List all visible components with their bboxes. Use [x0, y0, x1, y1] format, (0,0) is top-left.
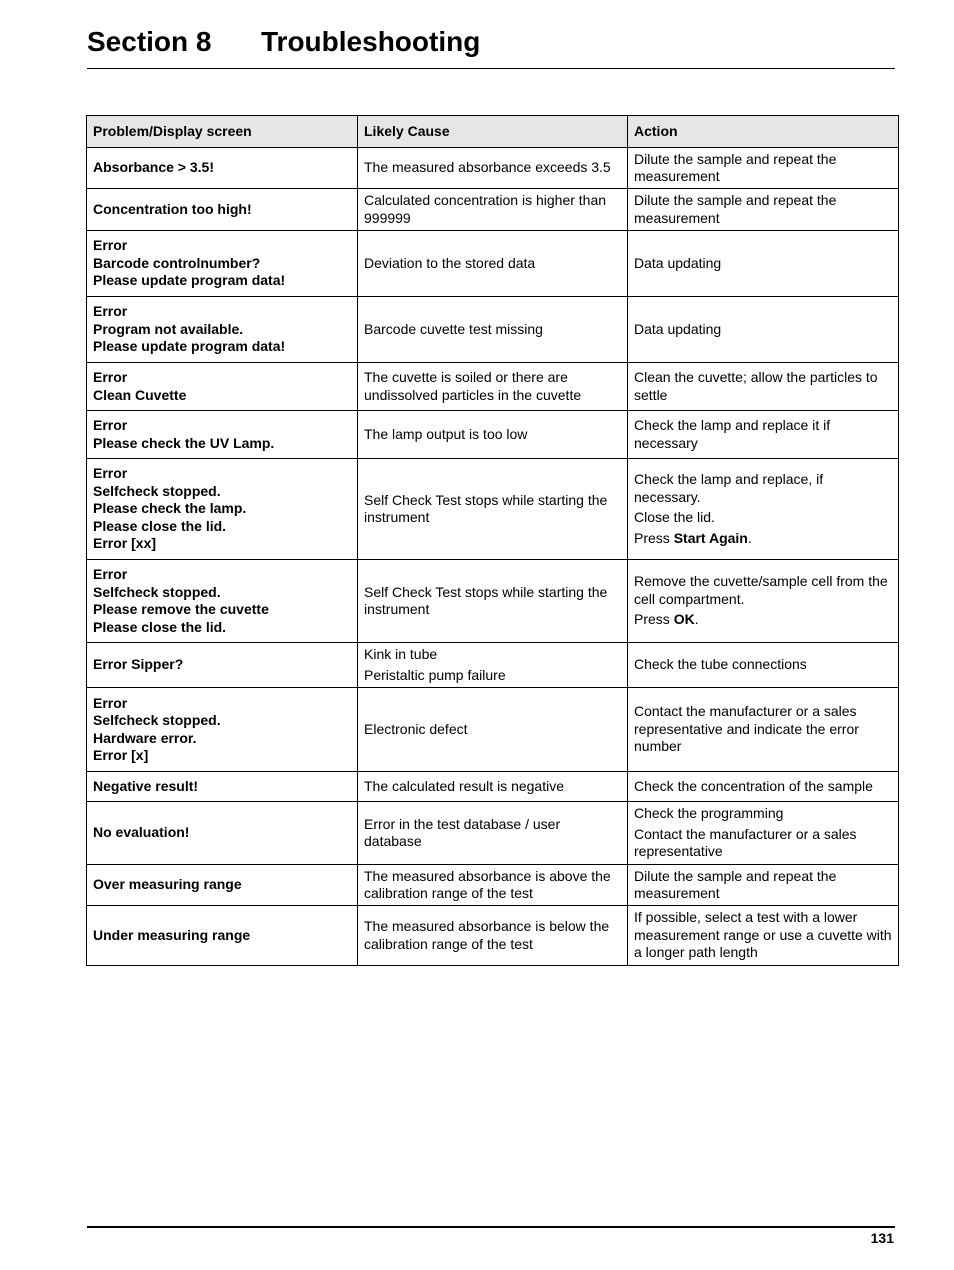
- action-text: Check the programming: [634, 805, 784, 822]
- action-text: Contact the manufacturer or a sales representative and indicate the error number: [634, 703, 859, 755]
- cause-text: Error in the test database / user database: [364, 815, 561, 849]
- cause-text: The measured absorbance exceeds 3.5: [364, 159, 611, 176]
- problem-line: Selfcheck stopped.: [93, 712, 221, 728]
- cause-cell: [358, 297, 628, 363]
- key-start-again: Start Again: [673, 529, 748, 546]
- problem-cell: [87, 189, 358, 231]
- action-cell: [628, 865, 899, 906]
- problem-line: Selfcheck stopped.: [93, 482, 221, 499]
- problem-cell: [87, 688, 358, 772]
- troubleshooting-table: [86, 115, 899, 966]
- action-text: Check the lamp and replace, if necessary.: [634, 471, 824, 505]
- problem-cell: [87, 411, 358, 459]
- cause-cell: [358, 189, 628, 231]
- action-text: Clean the cuvette; allow the particles to settle: [634, 369, 878, 403]
- problem-cell: [87, 560, 358, 643]
- cause-cell: [358, 865, 628, 906]
- action-text: Dilute the sample and repeat the measurement: [634, 867, 837, 901]
- action-cell: [628, 688, 899, 772]
- cause-cell: [358, 363, 628, 411]
- cause-text: The cuvette is soiled or there are undissolved particles in the cuvette: [364, 369, 582, 403]
- problem-line: Selfcheck stopped.: [93, 583, 221, 600]
- cause-text: Peristaltic pump failure: [364, 666, 506, 683]
- problem-line: Please close the lid.: [93, 517, 227, 534]
- cause-text: Calculated concentration is higher than 999999: [364, 192, 607, 226]
- table-row: [87, 363, 899, 411]
- cause-cell: [358, 560, 628, 643]
- action-cell: [628, 148, 899, 189]
- action-text: Data updating: [634, 320, 722, 337]
- problem-line: Please update program data!: [93, 272, 286, 289]
- cause-text: The measured absorbance is below the calibration range of the test: [364, 918, 610, 952]
- table-row: [87, 189, 899, 231]
- action-text: Contact the manufacturer or a sales representative: [634, 825, 857, 860]
- action-text: Data updating: [634, 254, 722, 271]
- table-row: [87, 148, 899, 189]
- cause-text: Kink in tube: [364, 646, 438, 662]
- table-row: [87, 906, 899, 966]
- action-cell: [628, 643, 899, 688]
- header-divider: [87, 68, 895, 69]
- table-row: [87, 411, 899, 459]
- cause-cell: [358, 802, 628, 865]
- problem-line: Error: [93, 566, 128, 582]
- cause-text: Electronic defect: [364, 720, 468, 737]
- problem-line: Please close the lid.: [93, 618, 227, 635]
- cause-cell: [358, 231, 628, 297]
- action-text: Close the lid.: [634, 509, 715, 525]
- action-text: Dilute the sample and repeat the measurement: [634, 192, 837, 226]
- column-header-cause: Likely Cause: [358, 116, 628, 148]
- section-title: Troubleshooting: [261, 26, 481, 57]
- cause-cell: [358, 643, 628, 688]
- problem-line: Barcode controlnumber?: [93, 254, 261, 271]
- action-press-text: [634, 530, 892, 548]
- action-cell: [628, 297, 899, 363]
- table-row: [87, 231, 899, 297]
- table-header-row: [87, 116, 899, 148]
- problem-cell: [87, 297, 358, 363]
- footer-divider: [87, 1226, 895, 1228]
- problem-line: Over measuring range: [93, 876, 242, 893]
- problem-line: Error [xx]: [93, 535, 157, 552]
- problem-cell: [87, 865, 358, 906]
- page-number: 131: [870, 1230, 894, 1246]
- problem-line: No evaluation!: [93, 824, 190, 841]
- problem-cell: [87, 802, 358, 865]
- action-cell: [628, 459, 899, 560]
- problem-line: Error Sipper?: [93, 656, 184, 673]
- table-row: [87, 865, 899, 906]
- action-cell: [628, 231, 899, 297]
- section-number: Section 8: [87, 26, 212, 57]
- problem-cell: [87, 148, 358, 189]
- problem-cell: [87, 772, 358, 802]
- cause-cell: [358, 411, 628, 459]
- press-suffix: .: [694, 611, 699, 628]
- action-cell: [628, 906, 899, 966]
- cause-cell: [358, 688, 628, 772]
- problem-line: Please remove the cuvette: [93, 601, 269, 617]
- action-cell: [628, 772, 899, 802]
- table-row: [87, 802, 899, 865]
- cause-cell: [358, 772, 628, 802]
- cause-text: The calculated result is negative: [364, 777, 564, 794]
- action-cell: [628, 802, 899, 865]
- problem-line: Error [x]: [93, 747, 149, 763]
- table-row: [87, 560, 899, 643]
- problem-line: Program not available.: [93, 320, 244, 337]
- action-text: Remove the cuvette/sample cell from the cell compartment.: [634, 573, 888, 607]
- cause-text: Deviation to the stored data: [364, 254, 536, 271]
- action-text: If possible, select a test with a lower measurement range or use a cuvette with a longer path length: [634, 909, 892, 961]
- problem-line: Error: [93, 465, 128, 482]
- action-cell: [628, 560, 899, 643]
- cause-text: Self Check Test stops while starting the instrument: [364, 583, 608, 617]
- problem-line: Error: [93, 237, 128, 254]
- problem-line: Error: [93, 694, 128, 711]
- action-text: Check the tube connections: [634, 656, 807, 673]
- problem-line: Clean Cuvette: [93, 386, 187, 403]
- problem-line: Please update program data!: [93, 338, 286, 355]
- column-header-problem: Problem/Display screen: [87, 116, 358, 148]
- cause-text: The measured absorbance is above the calibration range of the test: [364, 867, 611, 901]
- problem-cell: [87, 231, 358, 297]
- action-cell: [628, 411, 899, 459]
- table-row: [87, 772, 899, 802]
- press-prefix: Press: [634, 611, 674, 628]
- problem-cell: [87, 643, 358, 688]
- table-row: [87, 643, 899, 688]
- page-header: [87, 22, 895, 62]
- problem-line: Negative result!: [93, 777, 199, 794]
- press-suffix: .: [747, 529, 752, 546]
- problem-line: Hardware error.: [93, 729, 197, 746]
- cause-text: The lamp output is too low: [364, 425, 528, 442]
- problem-line: Error: [93, 369, 128, 385]
- table-row: [87, 688, 899, 772]
- problem-cell: [87, 906, 358, 966]
- table-row: [87, 459, 899, 560]
- action-cell: [628, 363, 899, 411]
- problem-line: Error: [93, 417, 128, 433]
- key-ok: OK: [673, 611, 695, 628]
- cause-cell: [358, 906, 628, 966]
- action-press-text: [634, 611, 892, 629]
- cause-cell: [358, 148, 628, 189]
- column-header-action: Action: [628, 116, 899, 148]
- problem-line: Error: [93, 303, 128, 320]
- cause-cell: [358, 459, 628, 560]
- problem-line: Please check the UV Lamp.: [93, 434, 275, 451]
- problem-line: Absorbance > 3.5!: [93, 159, 214, 176]
- press-prefix: Press: [634, 529, 674, 546]
- action-text: Check the concentration of the sample: [634, 777, 873, 794]
- problem-cell: [87, 459, 358, 560]
- problem-cell: [87, 363, 358, 411]
- table-row: [87, 297, 899, 363]
- cause-text: Barcode cuvette test missing: [364, 320, 543, 337]
- problem-line: Under measuring range: [93, 926, 251, 943]
- cause-text: Self Check Test stops while starting the instrument: [364, 491, 608, 525]
- action-text: Check the lamp and replace it if necessary: [634, 417, 831, 451]
- problem-line: Concentration too high!: [93, 200, 252, 217]
- action-text: Dilute the sample and repeat the measurement: [634, 150, 837, 184]
- problem-line: Please check the lamp.: [93, 500, 247, 517]
- page-title: [87, 22, 895, 62]
- action-cell: [628, 189, 899, 231]
